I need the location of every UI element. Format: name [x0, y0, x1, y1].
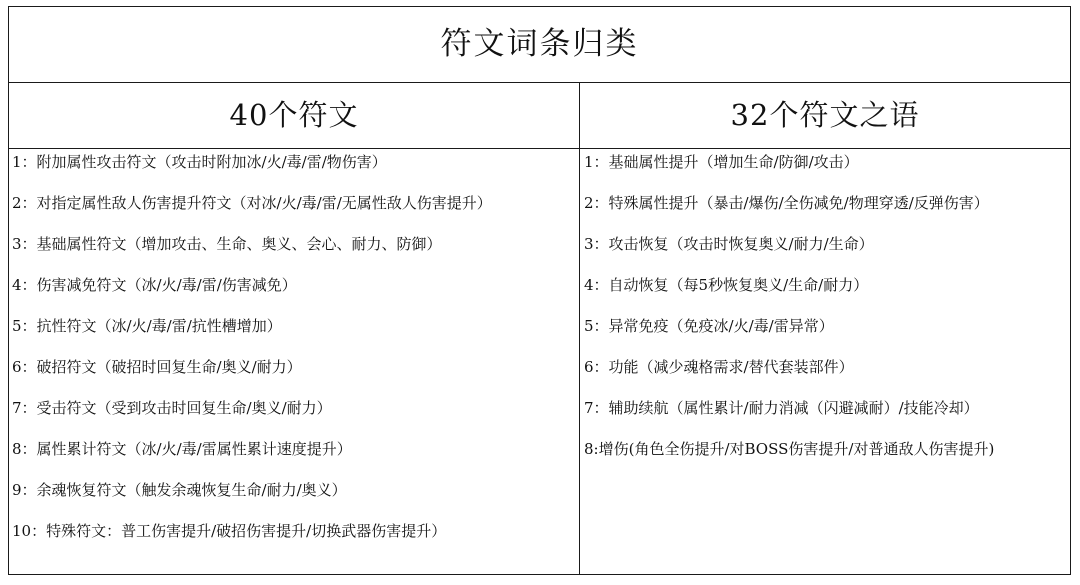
- runes-list: [9, 149, 579, 562]
- runewords-list: [580, 149, 1070, 480]
- runeword-item: 1：基础属性提升（增加生命/防御/攻击）: [584, 153, 859, 171]
- rune-item: 7：受击符文（受到攻击时回复生命/奥义/耐力）: [12, 399, 332, 417]
- rune-category-table: [8, 6, 1071, 575]
- rune-item: 3：基础属性符文（增加攻击、生命、奥义、会心、耐力、防御）: [12, 235, 442, 253]
- table-title-row: [9, 7, 1070, 83]
- runes-column: [9, 83, 580, 574]
- table-title: 符文词条归类: [440, 26, 639, 62]
- runeword-item: 4：自动恢复（每5秒恢复奥义/生命/耐力）: [584, 276, 869, 294]
- runeword-item: 5：异常免疫（免疫冰/火/毒/雷异常）: [584, 317, 834, 335]
- runeword-item: 3：攻击恢复（攻击时恢复奥义/耐力/生命）: [584, 235, 874, 253]
- rune-item: 9：余魂恢复符文（触发余魂恢复生命/耐力/奥义）: [12, 481, 347, 499]
- rune-item: 8：属性累计符文（冰/火/毒/雷属性累计速度提升）: [12, 440, 352, 458]
- runeword-item: 8:增伤(角色全伤提升/对BOSS伤害提升/对普通敌人伤害提升): [584, 440, 995, 458]
- rune-item: 1：附加属性攻击符文（攻击时附加冰/火/毒/雷/物伤害）: [12, 153, 387, 171]
- runes-column-title: 40个符文: [229, 98, 359, 132]
- rune-item: 10：特殊符文：普工伤害提升/破招伤害提升/切换武器伤害提升）: [12, 522, 447, 540]
- runewords-column: [580, 83, 1070, 574]
- runewords-column-header: [580, 83, 1070, 149]
- runeword-item: 7：辅助续航（属性累计/耐力消减（闪避减耐）/技能冷却）: [584, 399, 979, 417]
- runeword-item: 6：功能（减少魂格需求/替代套装部件）: [584, 358, 854, 376]
- rune-item: 4：伤害减免符文（冰/火/毒/雷/伤害减免）: [12, 276, 297, 294]
- rune-item: 5：抗性符文（冰/火/毒/雷/抗性槽增加）: [12, 317, 282, 335]
- rune-item: 6：破招符文（破招时回复生命/奥义/耐力）: [12, 358, 302, 376]
- runes-column-header: [9, 83, 579, 149]
- runewords-column-title: 32个符文之语: [730, 98, 920, 132]
- runeword-item: 2：特殊属性提升（暴击/爆伤/全伤减免/物理穿透/反弹伤害）: [584, 194, 989, 212]
- rune-item: 2：对指定属性敌人伤害提升符文（对冰/火/毒/雷/无属性敌人伤害提升）: [12, 194, 492, 212]
